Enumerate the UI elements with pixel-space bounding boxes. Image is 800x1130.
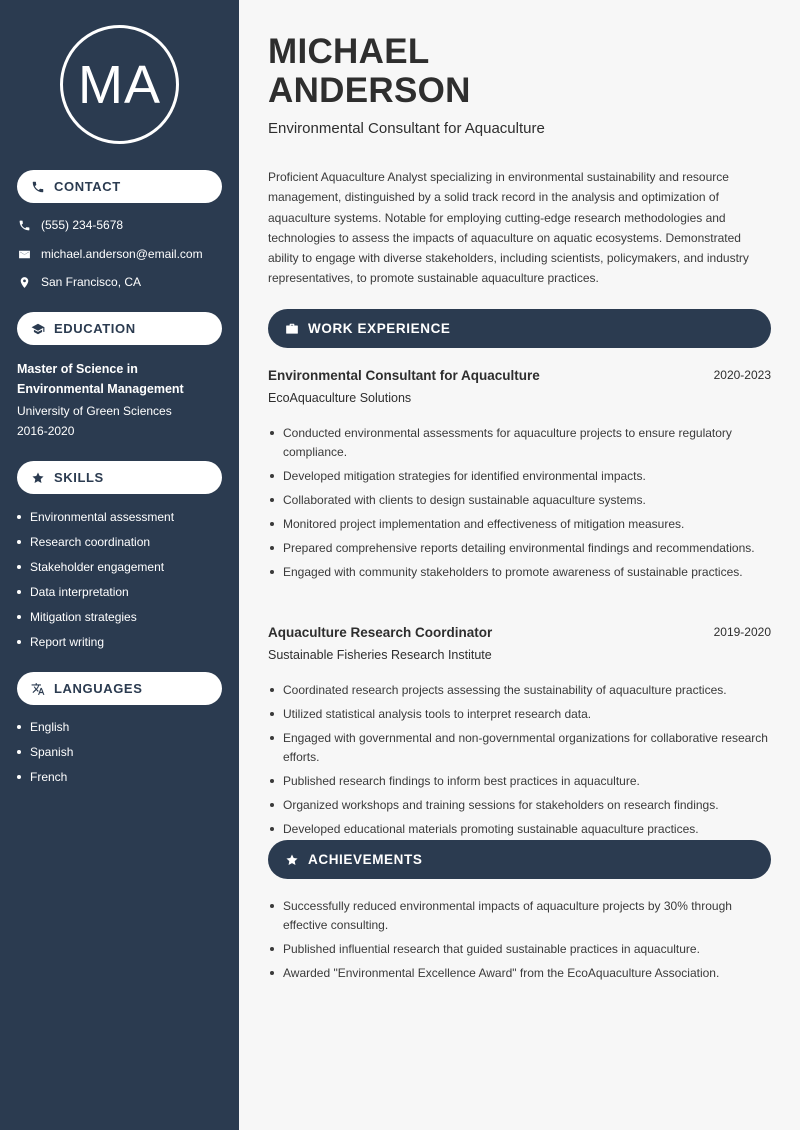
- education-years: 2016-2020: [17, 424, 75, 438]
- achievement-item: Awarded "Environmental Excellence Award" from the EcoAquaculture Association.: [268, 964, 774, 983]
- skill-item: Research coordination: [17, 534, 174, 559]
- skill-item: Data interpretation: [17, 584, 174, 609]
- skill-item: Environmental assessment: [17, 509, 174, 534]
- job-company: Sustainable Fisheries Research Institute: [268, 648, 492, 662]
- graduation-cap-icon: [31, 322, 45, 336]
- job-bullet: Collaborated with clients to design sustainable aquaculture systems.: [268, 491, 774, 510]
- job-bullet: Organized workshops and training sessions for stakeholders on research findings.: [268, 796, 774, 815]
- job-bullet: Published research findings to inform best practices in aquaculture.: [268, 772, 774, 791]
- skill-item: Report writing: [17, 634, 174, 659]
- skill-item: Mitigation strategies: [17, 609, 174, 634]
- contact-email[interactable]: [17, 247, 203, 261]
- language-item: English: [17, 719, 73, 744]
- education-degree: Master of Science in Environmental Management: [17, 362, 184, 396]
- job-company: EcoAquaculture Solutions: [268, 391, 412, 405]
- contact-email-text: michael.anderson@email.com: [41, 247, 203, 261]
- job-bullet: Prepared comprehensive reports detailing environmental findings and recommendations.: [268, 539, 774, 558]
- job-bullet: Utilized statistical analysis tools to interpret research data.: [268, 705, 774, 724]
- location-pin-icon: [17, 275, 31, 289]
- name-line-first: MICHAEL: [268, 32, 430, 71]
- job-bullet: Developed educational materials promoting sustainable aquaculture practices.: [268, 820, 774, 839]
- candidate-role: Environmental Consultant for Aquaculture: [268, 120, 545, 137]
- education-school: University of Green Sciences: [17, 404, 172, 418]
- achievements-heading-label: ACHIEVEMENTS: [308, 852, 423, 867]
- sidebar: [0, 0, 239, 1130]
- languages-heading: [17, 672, 222, 705]
- name-line-last: ANDERSON: [268, 71, 471, 110]
- job-bullet: Conducted environmental assessments for aquaculture projects to ensure regulatory compliance.: [268, 424, 774, 461]
- job-bullet: Monitored project implementation and effectiveness of mitigation measures.: [268, 515, 774, 534]
- skills-list: [17, 509, 174, 659]
- job-title: Environmental Consultant for Aquaculture: [268, 368, 540, 383]
- skill-item: Stakeholder engagement: [17, 559, 174, 584]
- avatar-initials: MA: [78, 54, 161, 115]
- languages-list: [17, 719, 73, 794]
- achievement-item: Successfully reduced environmental impacts of aquaculture projects by 30% through effective consulting.: [268, 897, 774, 934]
- avatar: [60, 25, 179, 144]
- job-dates: 2019-2020: [713, 625, 771, 639]
- contact-heading: [17, 170, 222, 203]
- contact-location-text: San Francisco, CA: [41, 275, 142, 289]
- education-heading-label: EDUCATION: [54, 321, 136, 336]
- job-bullet: Coordinated research projects assessing the sustainability of aquaculture practices.: [268, 681, 774, 700]
- job-title: Aquaculture Research Coordinator: [268, 625, 493, 640]
- work-experience-heading: [268, 309, 771, 348]
- job-bullet: Developed mitigation strategies for identified environmental impacts.: [268, 467, 774, 486]
- achievements-heading: [268, 840, 771, 879]
- achievements-list: [268, 897, 774, 988]
- job-bullets: [268, 424, 774, 587]
- job-bullet: Engaged with community stakeholders to promote awareness of sustainable practices.: [268, 563, 774, 582]
- language-item: French: [17, 769, 73, 794]
- phone-icon: [31, 180, 45, 194]
- languages-heading-label: LANGUAGES: [54, 681, 143, 696]
- skills-heading: [17, 461, 222, 494]
- skills-heading-label: SKILLS: [54, 470, 104, 485]
- education-heading: [17, 312, 222, 345]
- mail-icon: [17, 247, 31, 261]
- contact-phone-text: (555) 234-5678: [41, 218, 124, 232]
- translate-icon: [31, 682, 45, 696]
- job-dates: 2020-2023: [713, 368, 771, 382]
- candidate-name: [268, 32, 471, 110]
- job-bullets: [268, 681, 774, 844]
- contact-phone[interactable]: [17, 218, 123, 232]
- profile-summary: Proficient Aquaculture Analyst specializing in environmental sustainability and resource management, distinguished by a solid track record in the analysis and optimization of aquaculture systems. Notable for employing cutting-edge research methodologies and technologies to assess the impacts of aquaculture on aquatic ecosystems. Demonstrated ability to engage with diverse stakeholders, including scientists, policymakers, and industry representatives, to promote sustainable aquaculture practices.: [268, 170, 749, 286]
- star-icon: [31, 471, 45, 485]
- phone-icon: [17, 218, 31, 232]
- contact-heading-label: CONTACT: [54, 179, 121, 194]
- language-item: Spanish: [17, 744, 73, 769]
- star-icon: [285, 853, 299, 867]
- job-bullet: Engaged with governmental and non-governmental organizations for collaborative research efforts.: [268, 729, 774, 766]
- achievement-item: Published influential research that guided sustainable practices in aquaculture.: [268, 940, 774, 959]
- work-experience-heading-label: WORK EXPERIENCE: [308, 321, 451, 336]
- briefcase-icon: [285, 322, 299, 336]
- contact-location: [17, 275, 141, 289]
